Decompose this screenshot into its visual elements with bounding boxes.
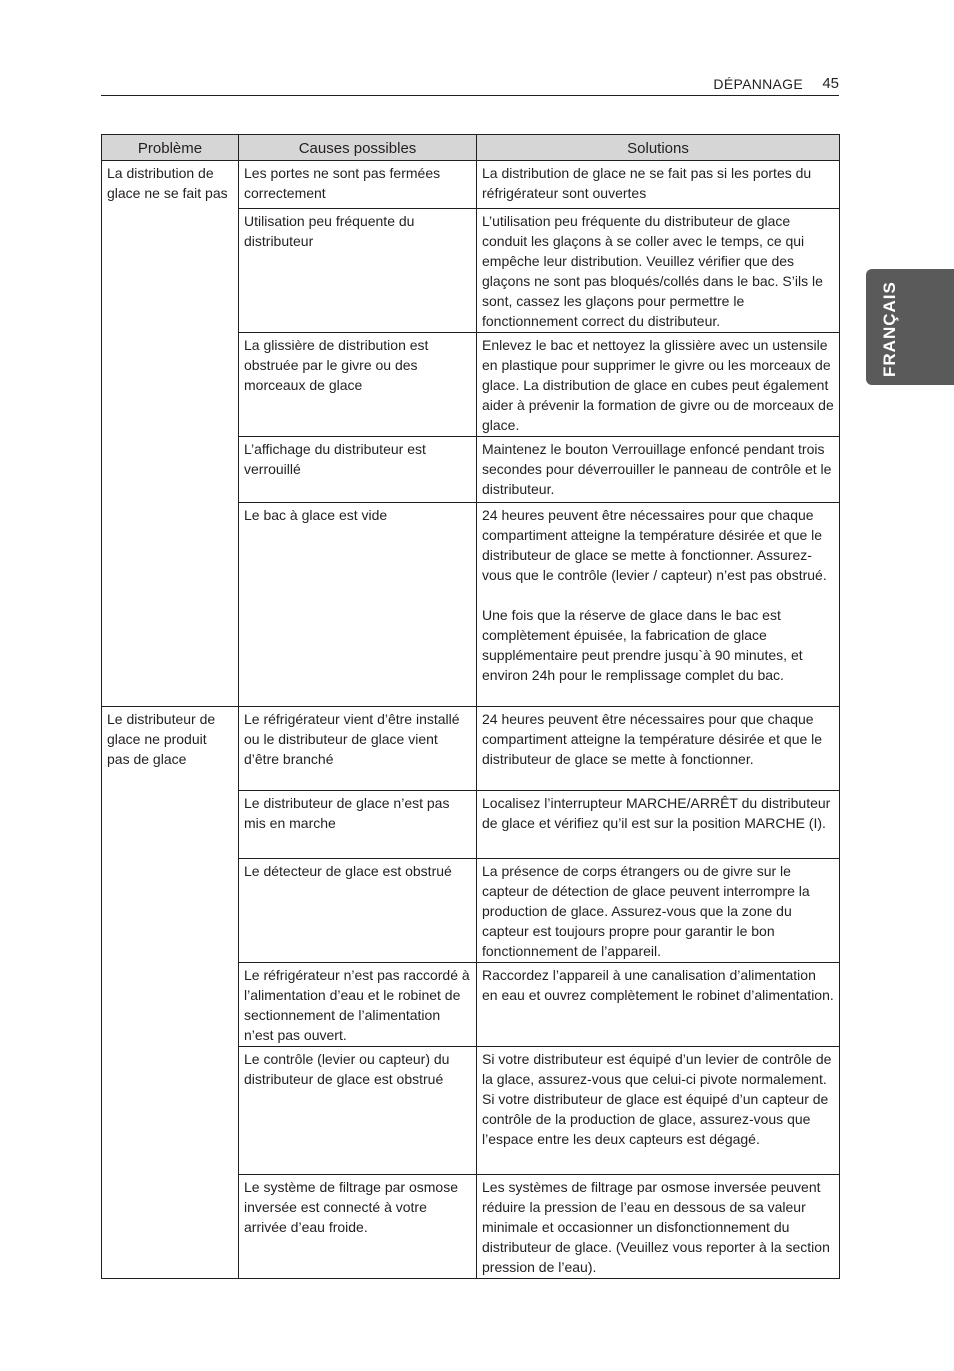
cause-cell: Le réfrigérateur vient d’être installé ou le distributeur de glace vient d’être branché: [239, 707, 477, 791]
cause-cell: Le détecteur de glace est obstrué: [239, 859, 477, 963]
solution-cell: La distribution de glace ne se fait pas si les portes du réfrigérateur sont ouvertes: [477, 161, 840, 209]
solution-paragraph: Une fois que la réserve de glace dans le bac est complètement épuisée, la fabrication de glace supplémentaire peut prendre jusqu`à 90 minutes, et environ 24h pour le remplissage complet du bac.: [482, 607, 803, 683]
cause-cell: Le contrôle (levier ou capteur) du distributeur de glace est obstrué: [239, 1047, 477, 1175]
cause-cell: Les portes ne sont pas fermées correctement: [239, 161, 477, 209]
page-header: [101, 74, 839, 96]
solution-cell: Maintenez le bouton Verrouillage enfoncé pendant trois secondes pour déverrouiller le panneau de contrôle et le distributeur.: [477, 437, 840, 503]
solution-cell: Les systèmes de filtrage par osmose inversée peuvent réduire la pression de l’eau en dessous de sa valeur minimale et occasionner un disfonctionnement du distributeur de glace. (Veuillez vous reporter à la section pression de l’eau).: [477, 1175, 840, 1279]
solution-cell: Si votre distributeur est équipé d’un levier de contrôle de la glace, assurez-vous que celui-ci pivote normalement. Si votre distributeur de glace est équipé d’un capteur de contrôle de la production de glace, assurez-vous que l’espace entre les deux capteurs est dégagé.: [477, 1047, 840, 1175]
page-number: 45: [822, 75, 839, 92]
solution-cell: L’utilisation peu fréquente du distributeur de glace conduit les glaçons à se coller avec le temps, ce qui empêche leur distribution. Veuillez vérifier que des glaçons ne sont pas bloqués/collés dans le bac. S’ils le sont, cassez les glaçons pour permettre le fonctionnement correct du distributeur.: [477, 209, 840, 333]
cause-cell: Le distributeur de glace n’est pas mis en marche: [239, 791, 477, 859]
column-header-problem: Problème: [102, 135, 239, 161]
solution-cell: [477, 503, 840, 707]
cause-cell: L’affichage du distributeur est verrouillé: [239, 437, 477, 503]
problem-cell: Le distributeur de glace ne produit pas de glace: [102, 707, 239, 1279]
problem-cell: La distribution de glace ne se fait pas: [102, 161, 239, 707]
section-title: DÉPANNAGE: [713, 76, 803, 92]
cause-cell: Le bac à glace est vide: [239, 503, 477, 707]
solution-cell: 24 heures peuvent être nécessaires pour que chaque compartiment atteigne la température désirée et que le distributeur de glace se mette à fonctionner.: [477, 707, 840, 791]
cause-cell: La glissière de distribution est obstruée par le givre ou des morceaux de glace: [239, 333, 477, 437]
solution-cell: La présence de corps étrangers ou de givre sur le capteur de détection de glace peuvent interrompre la production de glace. Assurez-vous que la zone du capteur est toujours propre pour garantir le bon fonctionnement de l’appareil.: [477, 859, 840, 963]
language-tab-label: FRANÇAIS: [880, 281, 899, 377]
cause-cell: Le système de filtrage par osmose inversée est connecté à votre arrivée d’eau froide.: [239, 1175, 477, 1279]
language-tab: [866, 269, 954, 385]
solution-cell: Enlevez le bac et nettoyez la glissière avec un ustensile en plastique pour supprimer le givre ou les morceaux de glace. La distribution de glace en cubes peut également aider à prévenir la formation de givre ou de morceaux de glace.: [477, 333, 840, 437]
troubleshooting-table: [101, 134, 840, 1279]
solution-cell: Localisez l’interrupteur MARCHE/ARRÊT du distributeur de glace et vérifiez qu’il est sur la position MARCHE (I).: [477, 791, 840, 859]
column-header-solutions: Solutions: [477, 135, 840, 161]
solution-cell: Raccordez l’appareil à une canalisation d’alimentation en eau et ouvrez complètement le robinet d’alimentation.: [477, 963, 840, 1047]
cause-cell: Le réfrigérateur n’est pas raccordé à l’alimentation d’eau et le robinet de sectionnement de l’alimentation n’est pas ouvert.: [239, 963, 477, 1047]
table-row: [102, 161, 840, 209]
table-header-row: [102, 135, 840, 161]
table-row: [102, 707, 840, 791]
solution-paragraph: 24 heures peuvent être nécessaires pour que chaque compartiment atteigne la température désirée et que le distributeur de glace se mette à fonctionner. Assurez-vous que le contrôle (levier / capteur) n’est pas obstrué.: [482, 507, 827, 583]
column-header-causes: Causes possibles: [239, 135, 477, 161]
cause-cell: Utilisation peu fréquente du distributeur: [239, 209, 477, 333]
